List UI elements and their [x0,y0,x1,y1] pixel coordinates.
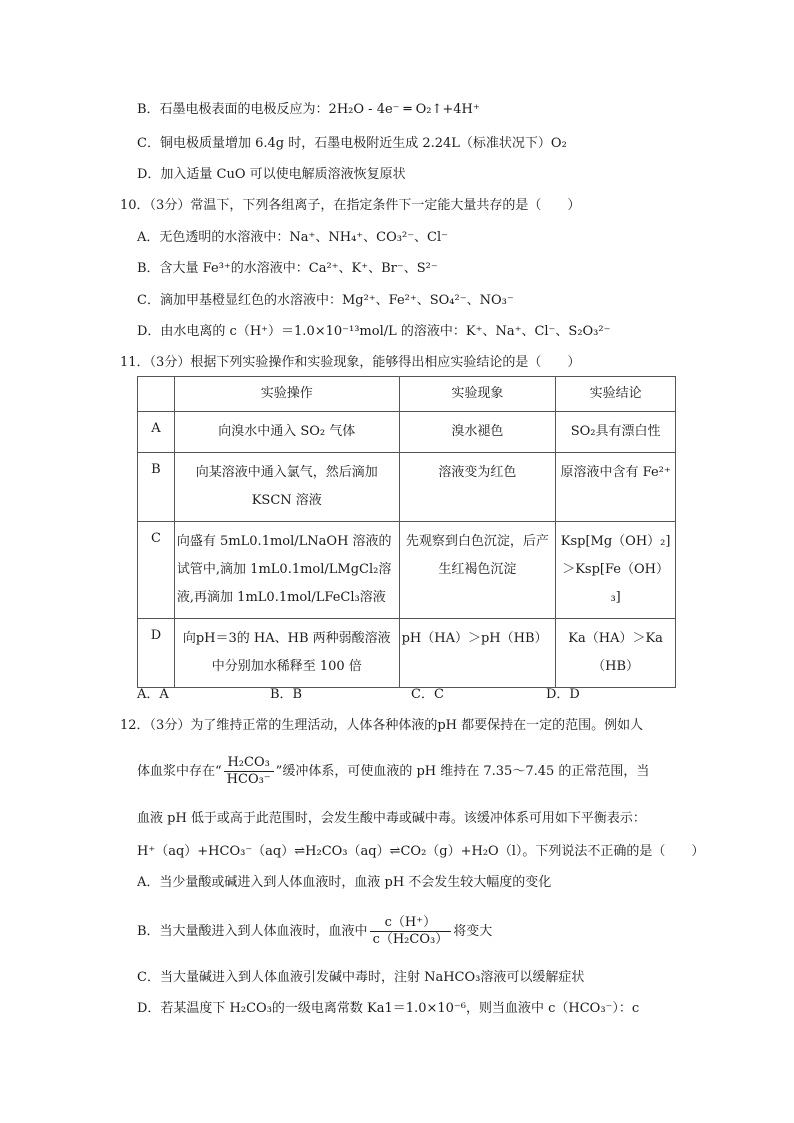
row-operation: 向溴水中通入 SO₂ 气体 [174,412,399,453]
table-row [138,522,676,619]
ratio-numerator: c（H⁺） [370,915,452,932]
q11-answer-d: D．D [546,687,580,702]
table-row [138,619,676,688]
q12-stem-line4: H⁺（aq）+HCO₃⁻（aq）⇌H₂CO₃（aq）⇌CO₂（g）+H₂O（l）。下列说法不正确的是（ ） [137,844,705,859]
q9-option-c: C．铜电极质量增加 6.4g 时，石墨电极附近生成 2.24L（标准状况下）O₂ [137,136,567,151]
q10-option-c: C．滴加甲基橙显红色的水溶液中：Mg²⁺、Fe²⁺、SO₄²⁻、NO₃⁻ [137,293,514,308]
row-label: A [138,412,175,453]
q12-option-d: D．若某温度下 H₂CO₃的一级电离常数 Ka1＝1.0×10⁻⁶，则当血液中 c（HCO₃⁻）：c [137,1001,640,1016]
concentration-ratio-fraction [370,915,452,948]
q10-option-d: D．由水电离的 c（H⁺）＝1.0×10⁻¹³mol/L 的溶液中：K⁺、Na⁺、Cl⁻、S₂O₃²⁻ [137,324,611,339]
row-phenomenon: 先观察到白色沉淀，后产生红褐色沉淀 [399,522,556,619]
q12-stem-line3: 血液 pH 低于或高于此范围时，会发生酸中毒或碱中毒。该缓冲体系可用如下平衡表示： [137,811,646,826]
q10-option-a: A．无色透明的水溶液中：Na⁺、NH₄⁺、CO₃²⁻、Cl⁻ [137,230,449,245]
row-conclusion: SO₂具有漂白性 [556,412,676,453]
row-label: D [138,619,175,688]
row-phenomenon: pH（HA）＞pH（HB） [399,619,556,688]
buffer-fraction-denominator: HCO₃⁻ [226,772,271,787]
row-phenomenon: 溴水褪色 [399,412,556,453]
row-operation: 向pH＝3的 HA、HB 两种弱酸溶液中分别加水稀释至 100 倍 [174,619,399,688]
row-operation: 向盛有 5mL0.1mol/LNaOH 溶液的试管中,滴加 1mL0.1mol/LMgCl₂溶液,再滴加 1mL0.1mol/LFeCl₃溶液 [174,522,399,619]
row-conclusion: 原溶液中含有 Fe²⁺ [556,453,676,522]
q12-option-b-start: B．当大量酸进入到人体血液时，血液中 [137,924,368,939]
q12-stem-line1: 12．（3分）为了维持正常的生理活动，人体各种体液的pH 都要保持在一定的范围。例如人 [120,718,644,733]
q12-option-a: A．当少量酸或碱进入到人体血液时，血液 pH 不会发生较大幅度的变化 [137,875,552,890]
q10-option-b: B．含大量 Fe³⁺的水溶液中：Ca²⁺、K⁺、Br⁻、S²⁻ [137,261,438,276]
table-row [138,453,676,522]
q10-stem: 10．（3分）常温下，下列各组离子，在指定条件下一定能大量共存的是（ ） [120,198,581,213]
header-cell-operation: 实验操作 [174,377,399,412]
q9-option-b: B．石墨电极表面的电极反应为：2H₂O - 4e⁻ ═ O₂↑+4H⁺ [137,102,480,117]
buffer-fraction-numerator: H₂CO₃ [224,755,274,772]
q12-option-b-end: 将变大 [453,924,493,939]
row-phenomenon: 溶液变为红色 [399,453,556,522]
header-cell-conclusion: 实验结论 [556,377,676,412]
header-cell-phenomenon: 实验现象 [399,377,556,412]
row-conclusion: Ksp[Mg（OH）₂]＞Ksp[Fe（OH）₃] [556,522,676,619]
row-label: C [138,522,175,619]
q12-stem-line2-start: 体血浆中存在“ [137,764,222,779]
q12-option-c: C．当大量碱进入到人体血液引发碱中毒时，注射 NaHCO₃溶液可以缓解症状 [137,970,585,985]
q11-stem: 11．（3分）根据下列实验操作和实验现象，能够得出相应实验结论的是（ ） [120,355,581,370]
table-header-row [138,377,676,412]
buffer-fraction [224,755,274,788]
q12-stem-line2-end: ”缓冲体系，可使血液的 pH 维持在 7.35～7.45 的正常范围，当 [275,764,650,779]
row-label: B [138,453,175,522]
q12-stem-line2 [137,754,649,790]
ratio-denominator: c（H₂CO₃） [372,932,449,947]
row-operation: 向某溶液中通入氯气，然后滴加KSCN 溶液 [174,453,399,522]
header-cell-blank [138,377,175,412]
q12-option-b [137,912,492,952]
row-conclusion: Ka（HA）＞Ka（HB） [556,619,676,688]
table-row [138,412,676,453]
experiment-table [137,376,676,688]
q11-answer-a: A．A [137,687,169,702]
q11-answer-c: C．C [411,687,444,702]
q11-answer-b: B．B [270,687,303,702]
q9-option-d: D．加入适量 CuO 可以使电解质溶液恢复原状 [137,167,406,182]
